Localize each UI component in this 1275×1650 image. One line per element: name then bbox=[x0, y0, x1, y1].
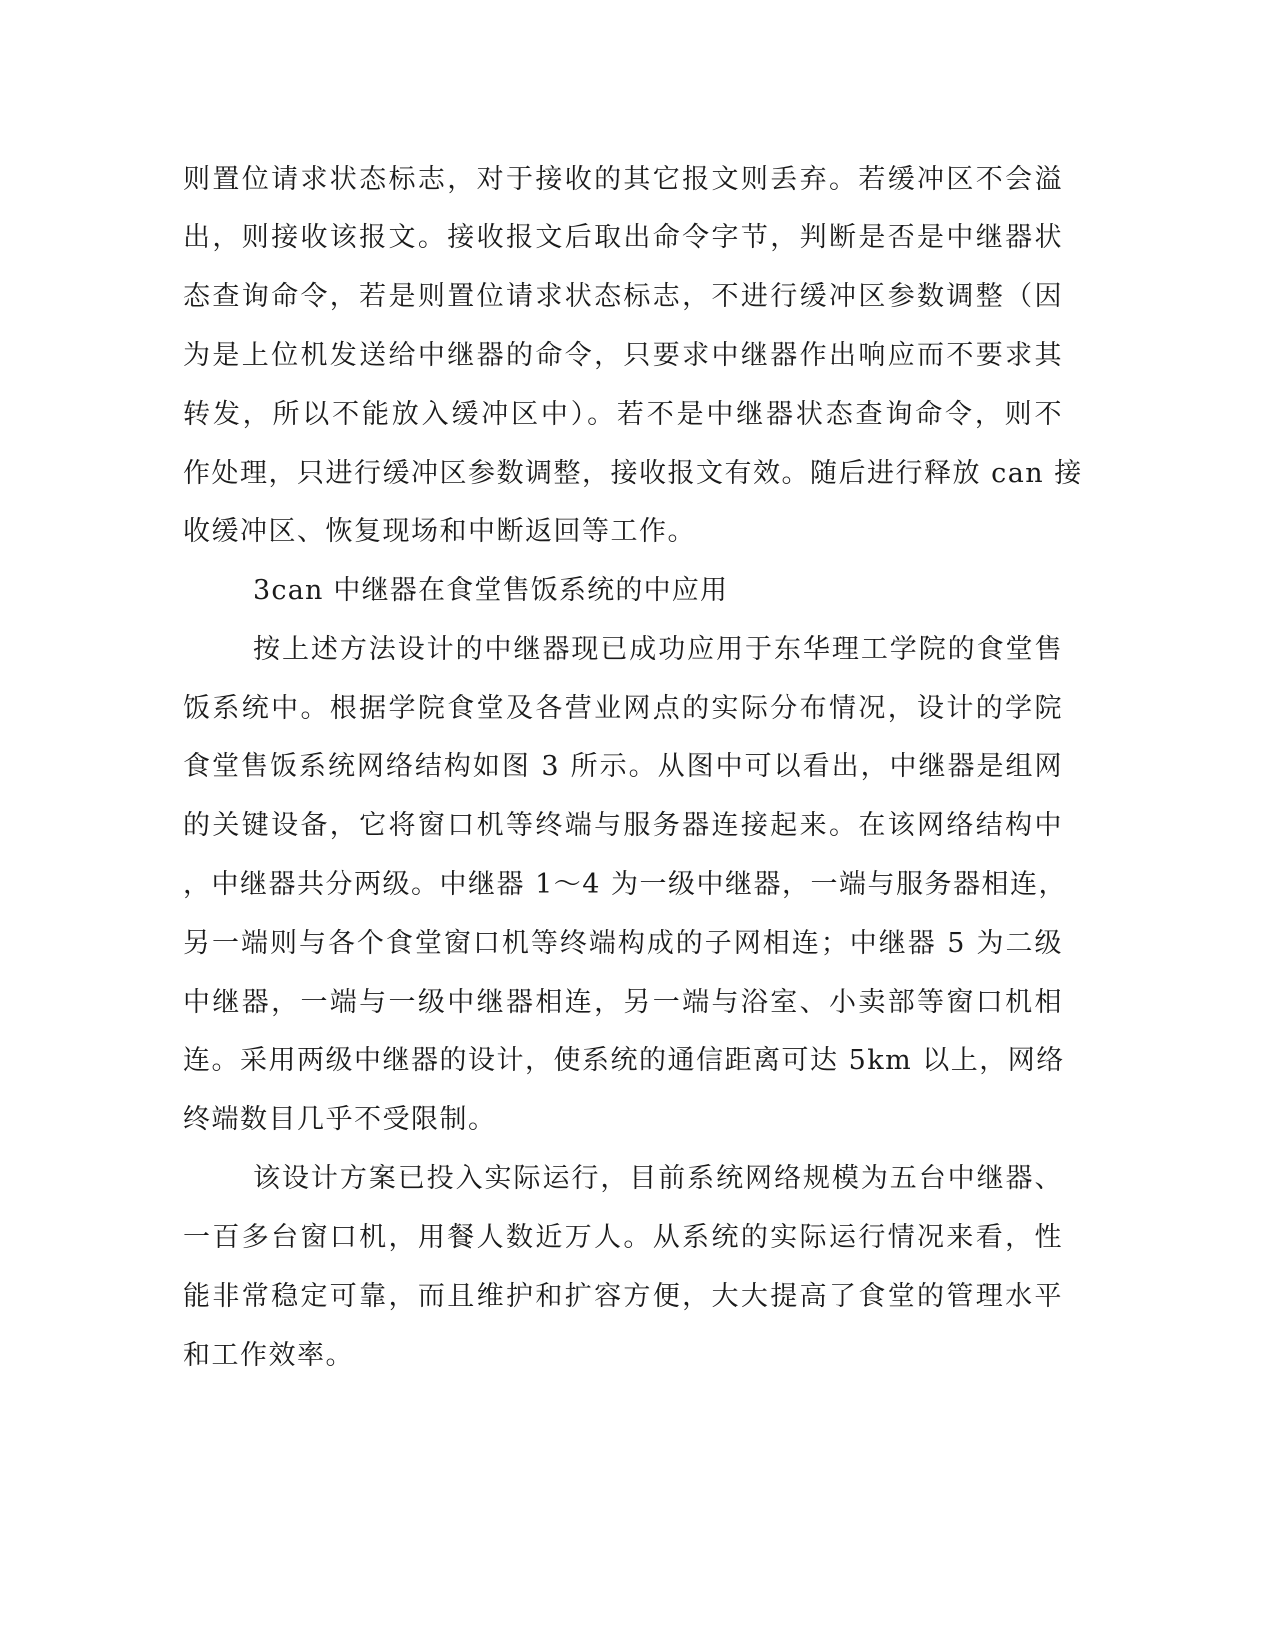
text-line: 的关键设备，它将窗口机等终端与服务器连接起来。在该网络结构中 bbox=[183, 810, 1063, 841]
text-line: 食堂售饭系统网络结构如图 3 所示。从图中可以看出，中继器是组网 bbox=[183, 751, 1063, 782]
text-line: 终端数目几乎不受限制。 bbox=[183, 1104, 497, 1135]
text-line: 出，则接收该报文。接收报文后取出命令字节，判断是否是中继器状 bbox=[183, 222, 1063, 253]
text-line: 另一端则与各个食堂窗口机等终端构成的子网相连；中继器 5 为二级 bbox=[183, 928, 1063, 959]
text-line: 和工作效率。 bbox=[183, 1340, 354, 1371]
text-line: 则置位请求状态标志，对于接收的其它报文则丢弃。若缓冲区不会溢 bbox=[183, 164, 1063, 195]
text-line: 转发，所以不能放入缓冲区中）。若不是中继器状态查询命令，则不 bbox=[183, 399, 1063, 430]
text-line: 能非常稳定可靠，而且维护和扩容方便，大大提高了食堂的管理水平 bbox=[183, 1281, 1063, 1312]
text-line: ，中继器共分两级。中继器 1～4 为一级中继器，一端与服务器相连， bbox=[183, 869, 1068, 900]
section-heading: 3can 中继器在食堂售饭系统的中应用 bbox=[253, 575, 729, 606]
text-line: 作处理，只进行缓冲区参数调整，接收报文有效。随后进行释放 can 接 bbox=[183, 458, 1083, 489]
text-line: 该设计方案已投入实际运行，目前系统网络规模为五台中继器、 bbox=[253, 1163, 1063, 1194]
text-line: 连。采用两级中继器的设计，使系统的通信距离可达 5km 以上，网络 bbox=[183, 1045, 1065, 1076]
text-line: 饭系统中。根据学院食堂及各营业网点的实际分布情况，设计的学院 bbox=[183, 693, 1063, 724]
text-line: 为是上位机发送给中继器的命令，只要求中继器作出响应而不要求其 bbox=[183, 340, 1063, 371]
text-line: 收缓冲区、恢复现场和中断返回等工作。 bbox=[183, 516, 696, 547]
text-line: 一百多台窗口机，用餐人数近万人。从系统的实际运行情况来看，性 bbox=[183, 1222, 1063, 1253]
text-line: 按上述方法设计的中继器现已成功应用于东华理工学院的食堂售 bbox=[253, 634, 1063, 665]
text-line: 态查询命令，若是则置位请求状态标志，不进行缓冲区参数调整（因 bbox=[183, 281, 1063, 312]
text-line: 中继器，一端与一级中继器相连，另一端与浴室、小卖部等窗口机相 bbox=[183, 987, 1063, 1018]
